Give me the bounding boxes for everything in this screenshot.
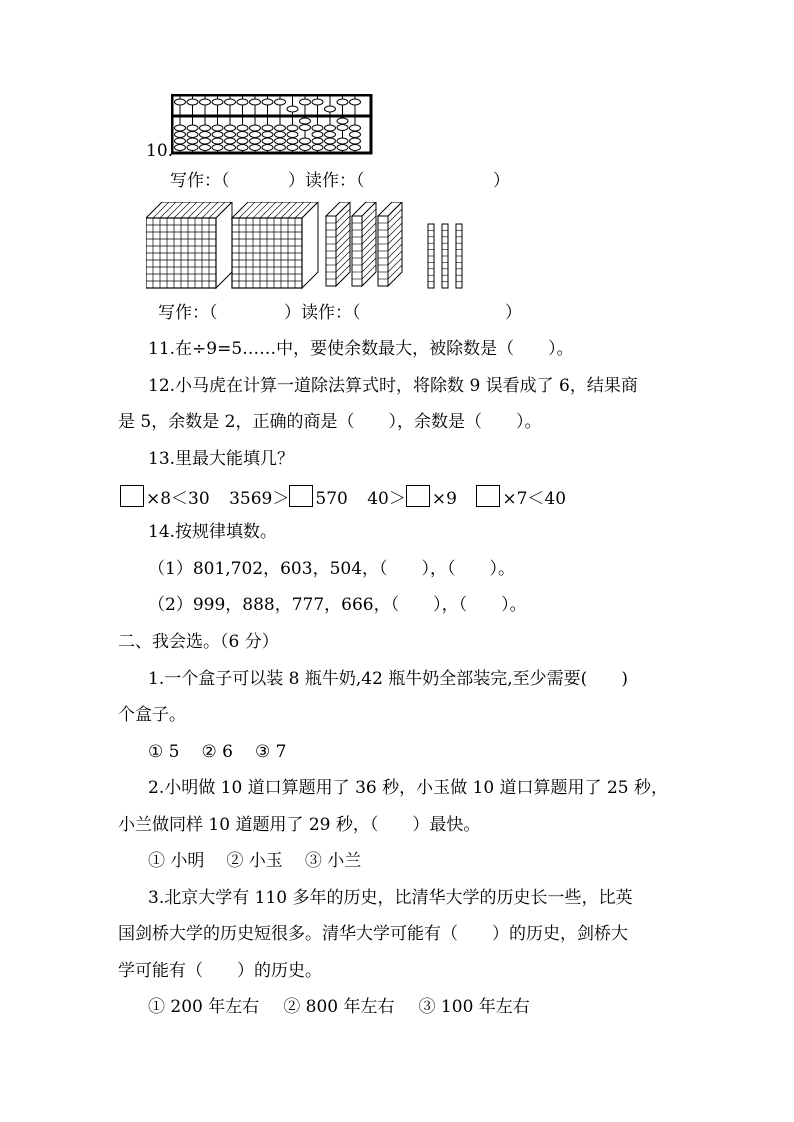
abacus-bead: [312, 145, 323, 151]
answer-box[interactable]: [289, 485, 313, 507]
abacus-bead: [287, 132, 298, 138]
abacus-bead: [212, 145, 223, 151]
section-2-heading: 二、我会选。（6 分）: [118, 632, 279, 652]
option[interactable]: ① 小明: [148, 851, 205, 871]
s2-q1-line-2: 个盒子。: [118, 705, 186, 725]
s2-q1-options: [148, 741, 286, 763]
answer-box[interactable]: [120, 485, 144, 507]
q12-line-1: 12.小马虎在计算一道除法算式时，将除数 9 误看成了 6，结果商: [148, 376, 638, 396]
abacus-bead: [275, 125, 286, 131]
abacus-bead: [312, 99, 323, 105]
q10-close-paren-1: ）: [493, 171, 510, 191]
abacus-bead: [262, 132, 273, 138]
abacus-bead: [312, 138, 323, 144]
abacus-bead: [325, 125, 336, 131]
cube-side: [302, 202, 318, 288]
q11-text: 11.在÷9=5……中，要使余数最大，被除数是（ ）。: [148, 339, 574, 359]
option[interactable]: ② 6: [201, 742, 233, 762]
abacus-bead: [175, 99, 186, 105]
abacus-bead: [200, 145, 211, 151]
abacus-bead: [325, 145, 336, 151]
abacus-bead: [225, 145, 236, 151]
abacus-bead: [275, 132, 286, 138]
abacus-bead: [187, 138, 198, 144]
abacus-bead: [312, 125, 323, 131]
abacus-bead: [300, 99, 311, 105]
abacus-bead: [212, 138, 223, 144]
s2-q3-line-1: 3.北京大学有 110 多年的历史，比清华大学的历史长一些，比英: [148, 888, 633, 908]
place-value-blocks-figure: [146, 202, 476, 292]
abacus-bead: [225, 132, 236, 138]
abacus-bead: [250, 145, 261, 151]
option[interactable]: ① 5: [148, 742, 180, 762]
abacus-bead: [325, 138, 336, 144]
abacus-bead: [350, 125, 361, 131]
abacus-bead: [287, 145, 298, 151]
abacus-bead: [212, 99, 223, 105]
abacus-bead: [312, 132, 323, 138]
s2-q2-line-1: 2.小明做 10 道口算题用了 36 秒，小玉做 10 道口算题用了 25 秒，: [148, 778, 668, 798]
q13-item-3: 570: [315, 489, 348, 509]
abacus-bead: [350, 138, 361, 144]
s2-q3-line-2: 国剑桥大学的历史短很多。清华大学可能有（ ）的历史，剑桥大: [118, 924, 628, 944]
abacus-bead: [187, 125, 198, 131]
abacus-bead: [325, 106, 336, 112]
abacus-bead: [262, 145, 273, 151]
q12-line-2: 是 5，余数是 2，正确的商是（ ），余数是（ ）。: [118, 412, 542, 432]
q14-row-2: （2）999，888，777，666，（ ），（ ）。: [148, 595, 527, 615]
s2-q3-options: [148, 996, 530, 1018]
q13-title: 13.里最大能填几？: [148, 449, 295, 469]
abacus-bead: [325, 132, 336, 138]
abacus-bead: [237, 138, 248, 144]
abacus-figure: [171, 94, 373, 156]
option[interactable]: ② 小玉: [226, 851, 283, 871]
abacus-bead: [250, 99, 261, 105]
abacus-bead: [200, 99, 211, 105]
abacus-bead: [337, 118, 348, 124]
abacus-bead: [212, 125, 223, 131]
abacus-bead: [300, 118, 311, 124]
abacus-bead: [262, 125, 273, 131]
abacus-bead: [337, 138, 348, 144]
abacus-bead: [350, 145, 361, 151]
abacus-bead: [237, 125, 248, 131]
abacus-bead: [187, 99, 198, 105]
abacus-bead: [250, 132, 261, 138]
s2-q1-line-1: 1.一个盒子可以装 8 瓶牛奶,42 瓶牛奶全部装完,至少需要( ): [148, 669, 628, 689]
abacus-bead: [237, 132, 248, 138]
abacus-bead: [175, 125, 186, 131]
q13-item-1: ×8＜30: [146, 489, 210, 509]
answer-box[interactable]: [406, 485, 430, 507]
abacus-bead: [275, 145, 286, 151]
abacus-bead: [275, 138, 286, 144]
q10-write-label-1: 写作：（: [170, 171, 230, 191]
abacus-bead: [300, 138, 311, 144]
abacus-bead: [250, 125, 261, 131]
abacus-bead: [262, 138, 273, 144]
s2-q3-line-3: 学可能有（ ）的历史。: [118, 961, 322, 981]
abacus-bead: [225, 125, 236, 131]
abacus-bead: [212, 132, 223, 138]
abacus-bead: [200, 138, 211, 144]
abacus-bead: [225, 138, 236, 144]
abacus-bead: [187, 132, 198, 138]
abacus-bead: [237, 99, 248, 105]
answer-box[interactable]: [476, 485, 500, 507]
abacus-bead: [200, 132, 211, 138]
abacus-bead: [300, 125, 311, 131]
option[interactable]: ③ 100 年左右: [418, 997, 530, 1017]
abacus-bead: [350, 99, 361, 105]
q10-write-label-2: 写作：（: [158, 303, 218, 323]
cube-side: [216, 202, 232, 288]
q14-row-1: （1）801,702，603，504，（ ），（ ）。: [148, 559, 516, 579]
abacus-bead: [275, 99, 286, 105]
q13-items: [120, 485, 566, 510]
q13-item-6: ×7＜40: [502, 489, 567, 509]
q10-close-paren-2: ）: [505, 303, 522, 323]
abacus-bead: [337, 145, 348, 151]
abacus-bead: [287, 138, 298, 144]
option[interactable]: ① 200 年左右: [148, 997, 260, 1017]
abacus-bead: [175, 138, 186, 144]
option[interactable]: ② 800 年左右: [283, 997, 395, 1017]
q10-read-label-1: ）读作：（: [288, 171, 365, 191]
abacus-bead: [187, 145, 198, 151]
abacus-bead: [287, 125, 298, 131]
abacus-bead: [250, 138, 261, 144]
abacus-bead: [237, 145, 248, 151]
abacus-bead: [300, 145, 311, 151]
q13-item-5: ×9: [431, 489, 457, 509]
abacus-bead: [337, 99, 348, 105]
q10-number: 10.: [146, 141, 174, 161]
abacus-bead: [175, 145, 186, 151]
abacus-bead: [287, 106, 298, 112]
option[interactable]: ③ 7: [254, 742, 287, 762]
q14-title: 14.按规律填数。: [148, 522, 278, 542]
abacus-bead: [337, 125, 348, 131]
option[interactable]: ③ 小兰: [304, 851, 362, 871]
abacus-bead: [175, 132, 186, 138]
abacus-bead: [350, 132, 361, 138]
s2-q2-options: [148, 850, 361, 872]
q10-read-label-2: ）读作：（: [284, 303, 361, 323]
q13-item-2: 3569＞: [229, 489, 290, 509]
abacus-bead: [200, 125, 211, 131]
abacus-bead: [225, 99, 236, 105]
abacus-bead: [262, 99, 273, 105]
q13-item-4: 40＞: [367, 489, 406, 509]
s2-q2-line-2: 小兰做同样 10 道题用了 29 秒，（ ）最快。: [118, 815, 481, 835]
